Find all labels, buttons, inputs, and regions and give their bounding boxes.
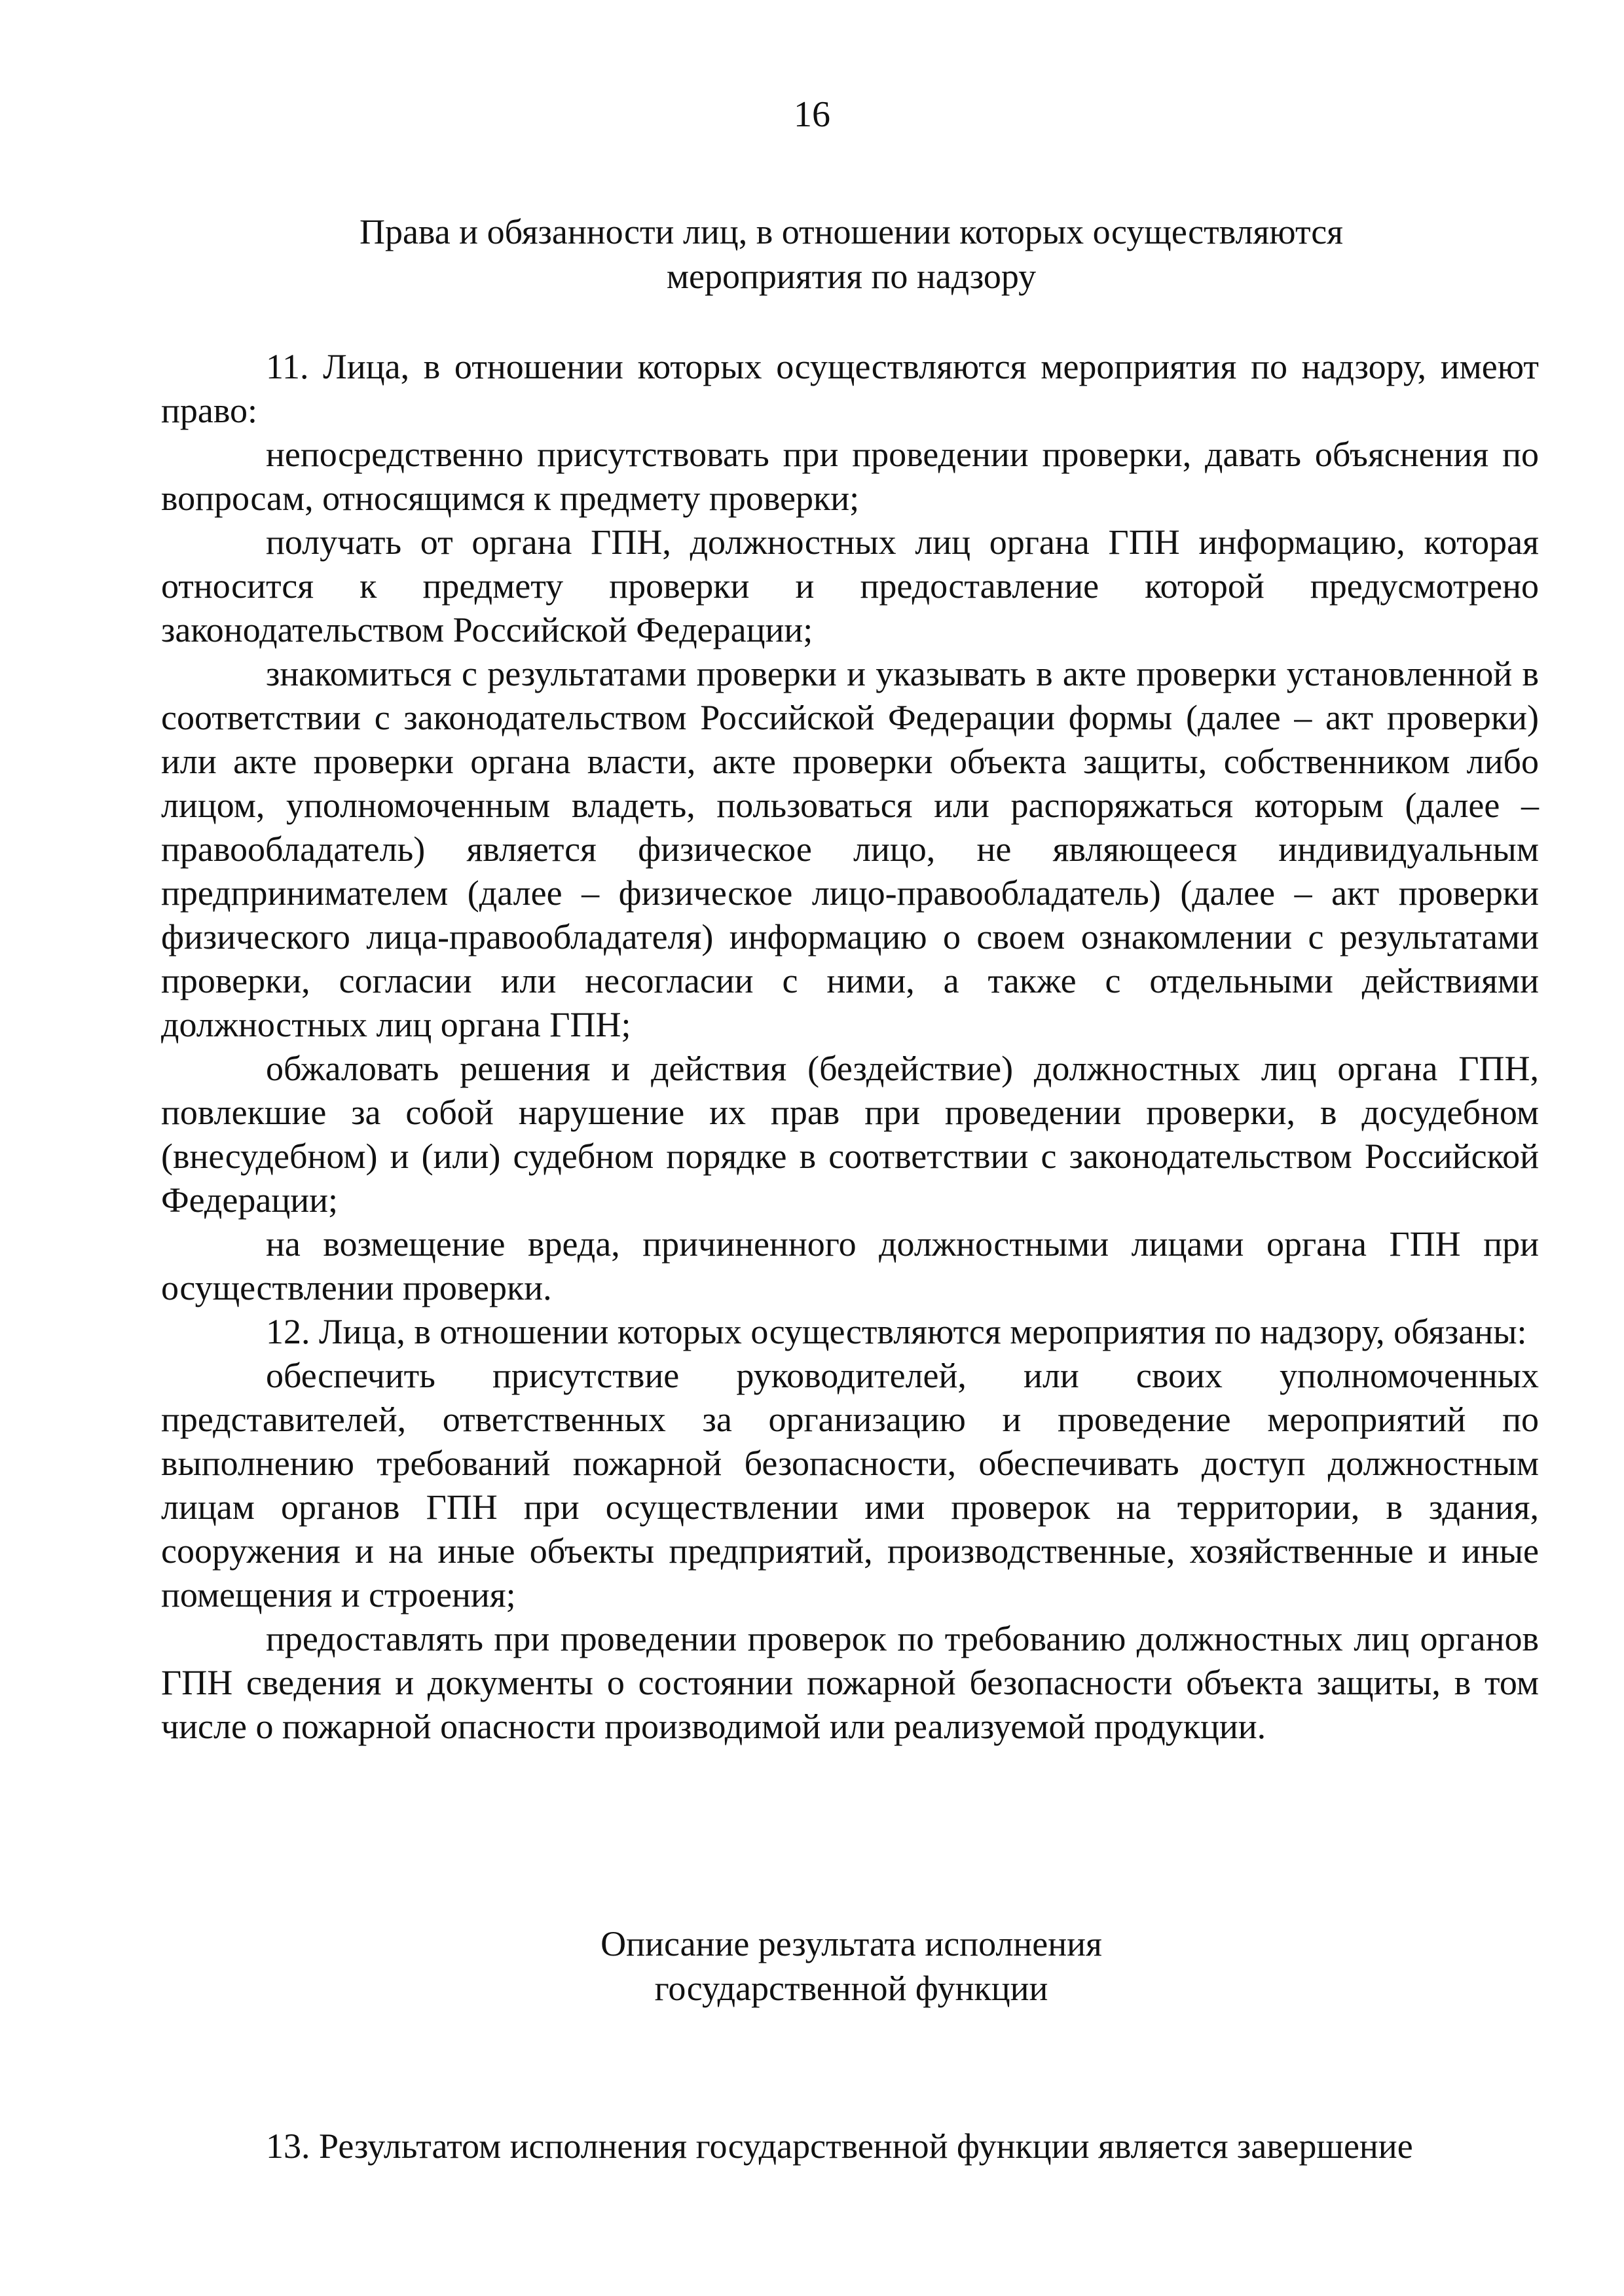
section-heading-line: Описание результата исполнения	[600, 1924, 1102, 1963]
section-heading-line: мероприятия по надзору	[666, 257, 1037, 296]
paragraph-right-review-results: знакомиться с результатами проверки и указывать в акте проверки установленной в соответствии с законодательством Российской Федерации формы (далее – акт проверки) или акте проверки органа власти, акте проверки объекта защиты, собственником либо лицом, уполномоченным владеть, пользоваться или распоряжаться которым (далее – правообладатель) является физическое лицо, не являющееся индивидуальным предпринимателем (далее – физическое лицо-правообладатель) (далее – акт проверки физического лица-правообладателя) информацию о своем ознакомлении с результатами проверки, согласии или несогласии с ними, а также с отдельными действиями должностных лиц органа ГПН;	[161, 654, 1539, 1044]
section-body-rights	[161, 345, 1539, 1749]
paragraph-duty-provide-documents: предоставлять при проведении проверок по требованию должностных лиц органов ГПН сведения и документы о состоянии пожарной безопасности объекта защиты, в том числе о пожарной опасности производимой или реализуемой продукции.	[161, 1619, 1539, 1746]
paragraph-right-information: получать от органа ГПН, должностных лиц органа ГПН информацию, которая относится к предмету проверки и предоставление которой предусмотрено законодательством Российской Федерации;	[161, 522, 1539, 649]
paragraph-right-appeal: обжаловать решения и действия (бездействие) должностных лиц органа ГПН, повлекшие за собой нарушение их прав при проведении проверки, в досудебном (внесудебном) и (или) судебном порядке в соответствии с законодательством Российской Федерации;	[161, 1049, 1539, 1220]
paragraph-right-compensation: на возмещение вреда, причиненного должностными лицами органа ГПН при осуществлении проверки.	[161, 1224, 1539, 1307]
page-number: 16	[794, 94, 830, 135]
section-heading-rights	[0, 210, 1624, 299]
paragraph-13: 13. Результатом исполнения государственной функции является завершение	[266, 2126, 1413, 2166]
section-heading-result	[0, 1922, 1624, 2011]
paragraph-duty-ensure-presence: обеспечить присутствие руководителей, или своих уполномоченных представителей, ответственных за организацию и проведение мероприятий по выполнению требований пожарной безопасности, обеспечивать доступ должностным лицам органов ГПН при осуществлении ими проверок на территории, в здания, сооружения и на иные объекты предприятий, производственные, хозяйственные и иные помещения и строения;	[161, 1356, 1539, 1614]
section-heading-line: государственной функции	[654, 1969, 1048, 2008]
paragraph-12-intro: 12. Лица, в отношении которых осуществляются мероприятия по надзору, обязаны:	[266, 1312, 1527, 1351]
section-heading-line: Права и обязанности лиц, в отношении которых осуществляются	[359, 212, 1344, 251]
section-body-result	[161, 2124, 1539, 2168]
paragraph-11-intro: 11. Лица, в отношении которых осуществляются мероприятия по надзору, имеют право:	[161, 347, 1539, 430]
paragraph-right-attend: непосредственно присутствовать при проведении проверки, давать объяснения по вопросам, относящимся к предмету проверки;	[161, 435, 1539, 518]
